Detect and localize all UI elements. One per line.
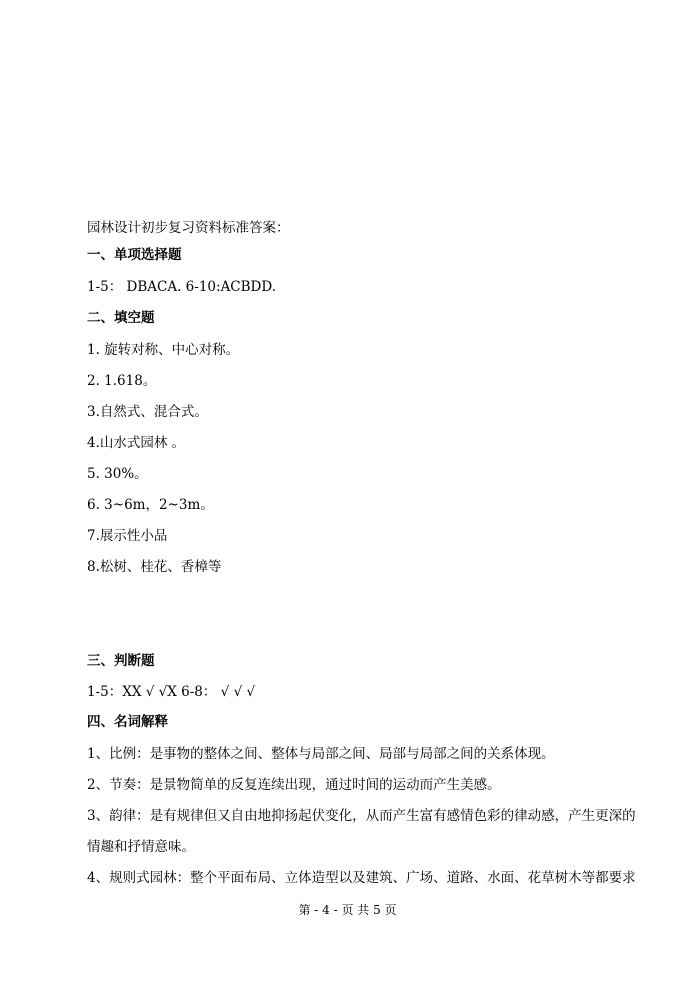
fill-blank-item: 8.松树、桂花、香樟等: [87, 559, 222, 575]
fill-blank-item: 2. 1.618。: [87, 373, 157, 389]
single-choice-answers: 1-5： DBACA. 6-10:ACBDD.: [87, 279, 277, 295]
page-footer: 第 - 4 - 页 共 5 页: [298, 903, 397, 917]
document-title: 园林设计初步复习资料标准答案：: [87, 220, 290, 236]
fill-blank-item: 6. 3~6m，2~3m。: [87, 497, 214, 513]
fill-blank-item: 5. 30%。: [87, 466, 148, 482]
term-definition-item: 3、韵律：是有规律但又自由地抑扬起伏变化，从而产生富有感情色彩的律动感，产生更深的: [87, 808, 636, 824]
term-definition-item: 2、节奏：是景物简单的反复连续出现，通过时间的运动而产生美感。: [87, 777, 501, 793]
section-heading-fill-blank: 二、填空题: [87, 310, 155, 326]
fill-blank-item: 3.自然式、混合式。: [87, 404, 208, 420]
term-definition-item: 1、比例：是事物的整体之间、整体与局部之间、局部与局部之间的关系体现。: [87, 746, 555, 762]
fill-blank-item: 7.展示性小品: [87, 528, 168, 544]
term-definition-item: 4、规则式园林：整个平面布局、立体造型以及建筑、广场、道路、水面、花草树木等都要求: [87, 870, 636, 886]
section-heading-true-false: 三、判断题: [87, 653, 155, 669]
section-heading-term-definitions: 四、名词解释: [87, 714, 168, 730]
fill-blank-item: 4.山水式园林 。: [87, 435, 186, 451]
term-definition-item: 情趣和抒情意味。: [87, 839, 195, 855]
fill-blank-item: 1. 旋转对称、中心对称。: [87, 342, 240, 358]
true-false-answers: 1-5：XX √ √X 6-8： √ √ √: [87, 684, 256, 700]
section-heading-single-choice: 一、单项选择题: [87, 247, 182, 263]
